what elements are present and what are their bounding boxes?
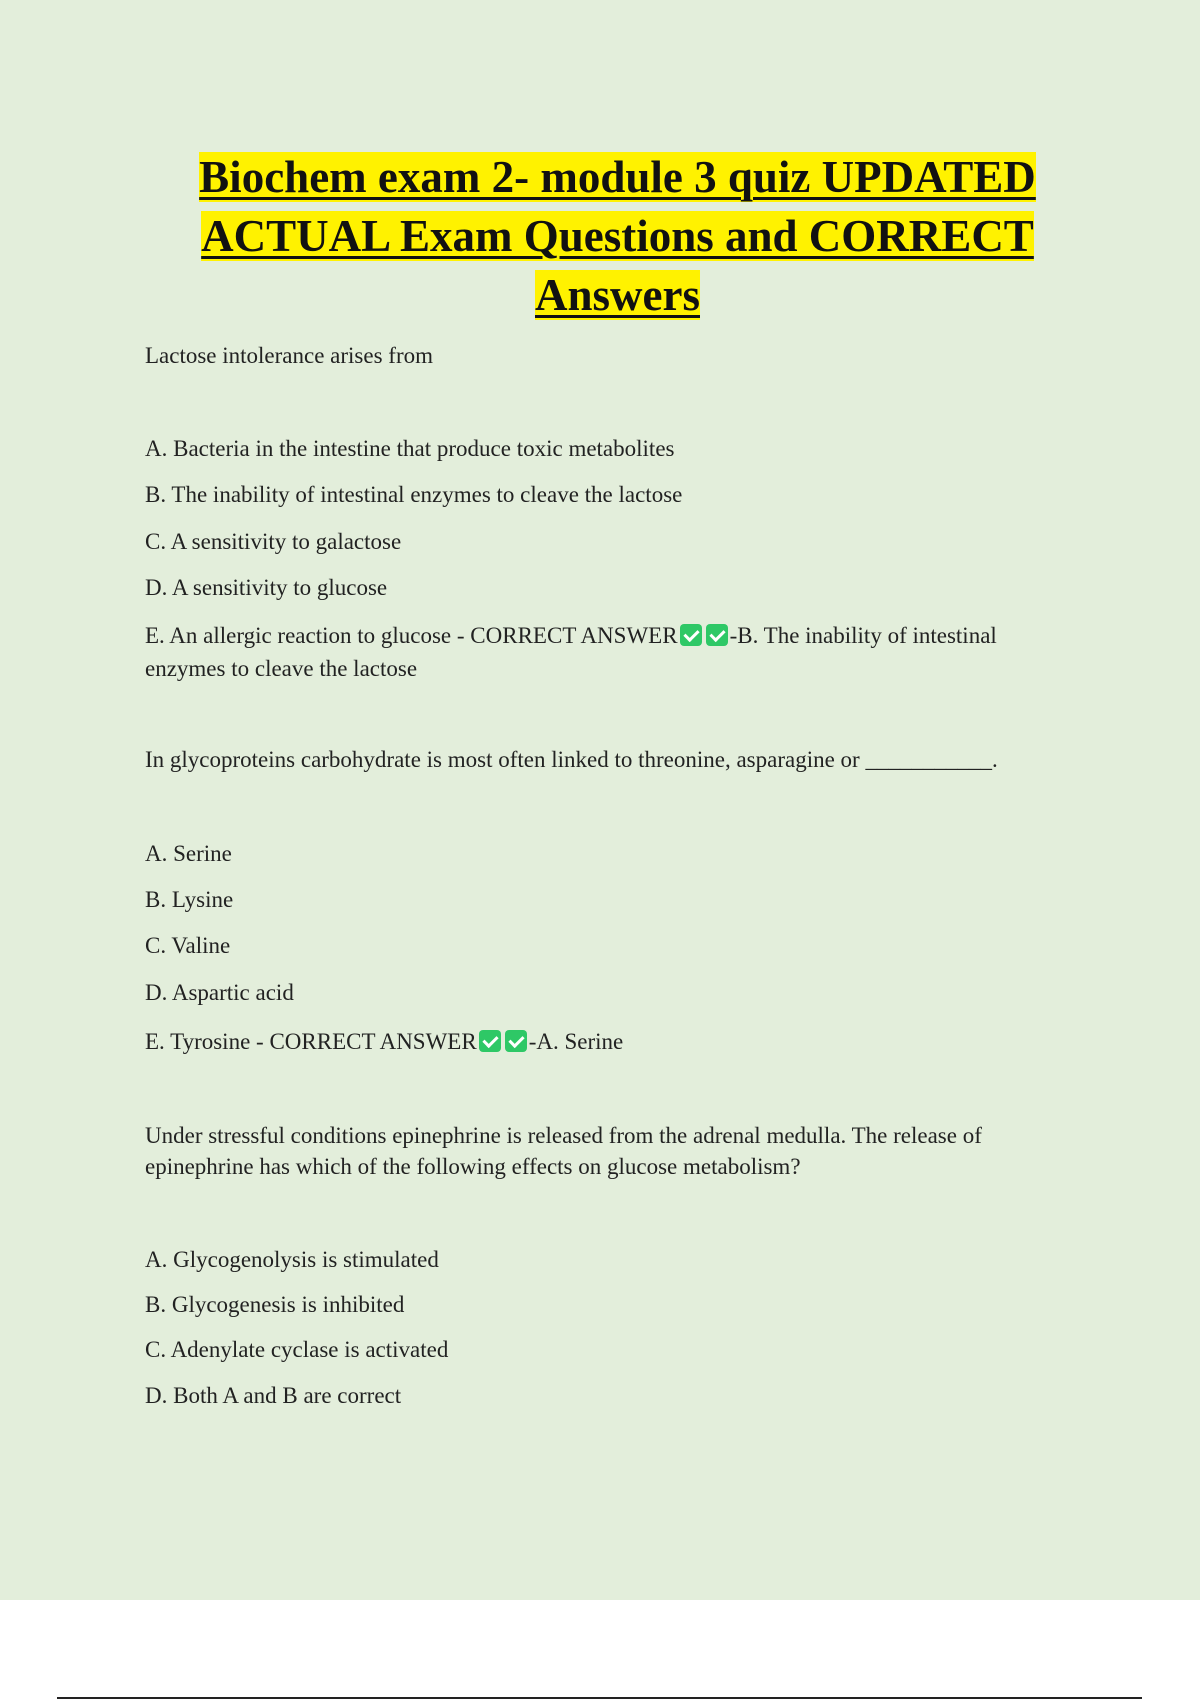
question-2-option-b: B. Lysine bbox=[145, 887, 234, 912]
question-1-option-e-text: E. An allergic reaction to glucose - CORRECT ANSWER bbox=[145, 623, 678, 648]
document-title bbox=[130, 148, 1105, 325]
question-3-prompt-line-1: Under stressful conditions epinephrine is released from the adrenal medulla. The release of bbox=[145, 1123, 982, 1148]
question-1-option-d: D. A sensitivity to glucose bbox=[145, 575, 388, 600]
question-3-option-c: C. Adenylate cyclase is activated bbox=[145, 1337, 449, 1362]
question-2-option-d: D. Aspartic acid bbox=[145, 980, 294, 1005]
question-3-option-a: A. Glycogenolysis is stimulated bbox=[145, 1247, 439, 1272]
question-1-answer-continuation: enzymes to cleave the lactose bbox=[145, 656, 418, 681]
question-2-option-e-text: E. Tyrosine - CORRECT ANSWER bbox=[145, 1029, 477, 1054]
question-1-option-e bbox=[145, 620, 997, 651]
question-2-option-e bbox=[145, 1026, 623, 1057]
question-1-option-c: C. A sensitivity to galactose bbox=[145, 529, 402, 554]
question-2-prompt: In glycoproteins carbohydrate is most often linked to threonine, asparagine or ___________. bbox=[145, 747, 998, 772]
question-3-prompt-line-2: epinephrine has which of the following effects on glucose metabolism? bbox=[145, 1154, 801, 1179]
check-box-icon bbox=[706, 624, 728, 646]
check-box-icon bbox=[680, 624, 702, 646]
question-1-option-a: A. Bacteria in the intestine that produce toxic metabolites bbox=[145, 436, 675, 461]
title-line-3: Answers bbox=[535, 270, 700, 320]
question-1-answer: -B. The inability of intestinal bbox=[729, 623, 997, 648]
question-1-option-b: B. The inability of intestinal enzymes to cleave the lactose bbox=[145, 482, 683, 507]
title-line-1: Biochem exam 2- module 3 quiz UPDATED bbox=[199, 152, 1036, 202]
question-2-option-a: A. Serine bbox=[145, 841, 232, 866]
footer-divider bbox=[57, 1697, 1142, 1699]
question-1-prompt: Lactose intolerance arises from bbox=[145, 343, 434, 368]
check-box-icon bbox=[479, 1030, 501, 1052]
check-box-icon bbox=[505, 1030, 527, 1052]
question-3-option-d: D. Both A and B are correct bbox=[145, 1383, 402, 1408]
question-3-option-b: B. Glycogenesis is inhibited bbox=[145, 1292, 405, 1317]
title-line-2: ACTUAL Exam Questions and CORRECT bbox=[201, 211, 1034, 261]
question-2-answer: -A. Serine bbox=[528, 1029, 624, 1054]
question-2-option-c: C. Valine bbox=[145, 933, 231, 958]
